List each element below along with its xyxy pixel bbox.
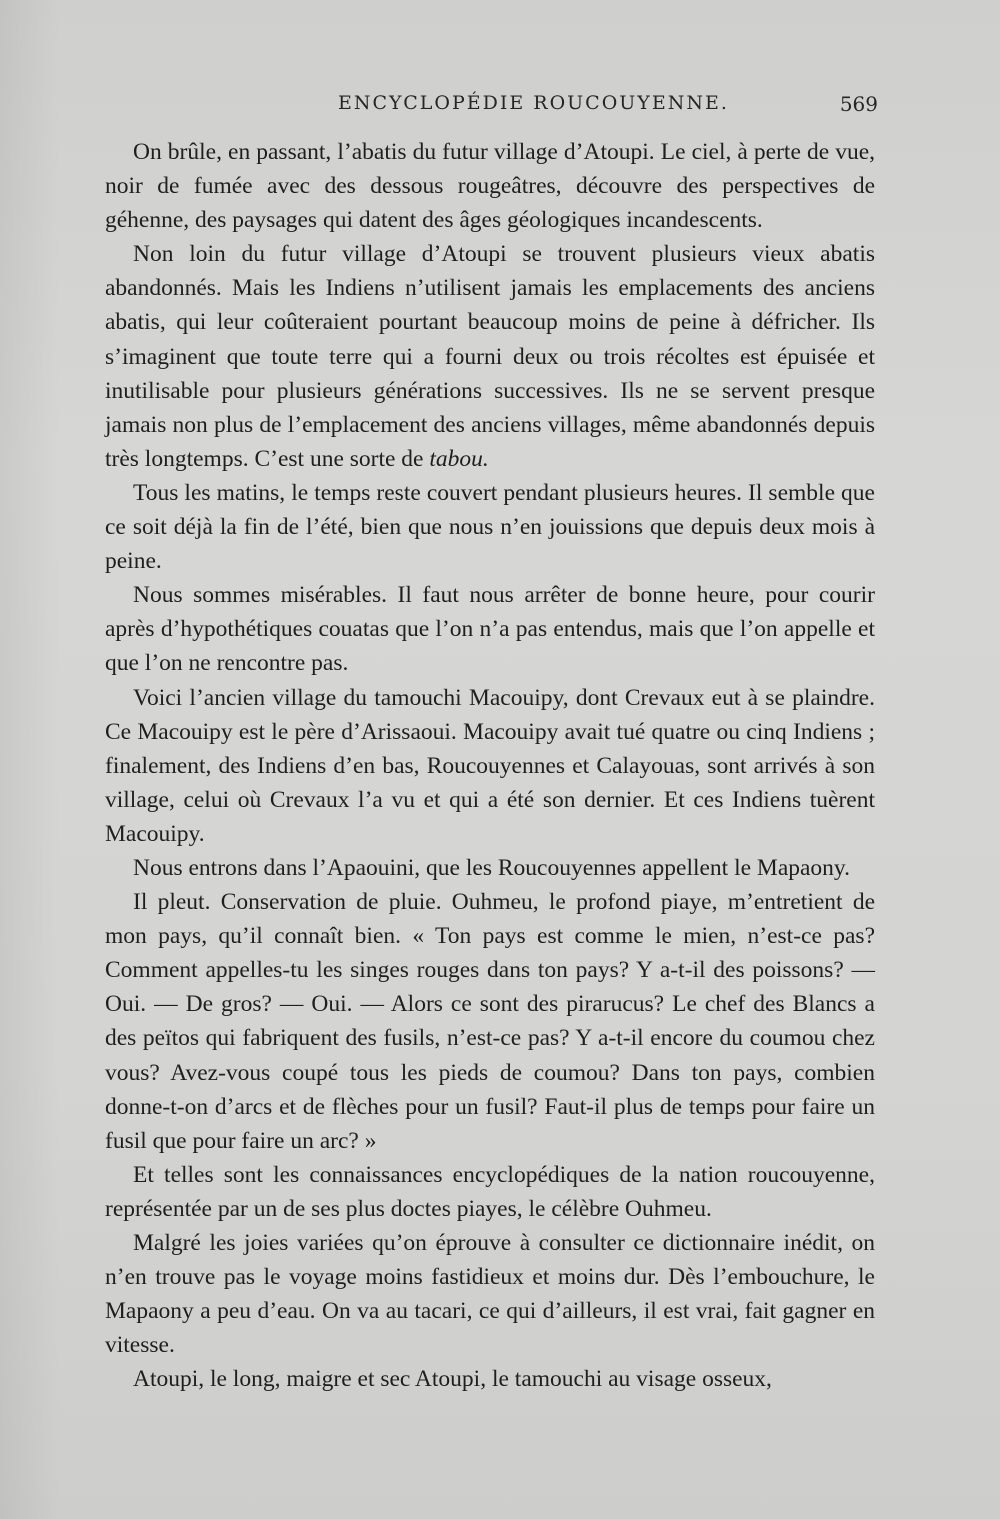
paragraph: Et telles sont les connaissances encyclopédiques de la nation roucouyenne, représentée par un de ses plus doctes piayes, le célèbre Ouhmeu. [105,1161,875,1222]
paragraph [105,237,875,476]
running-header [0,92,1000,126]
paragraph: Nous entrons dans l’Apaouini, que les Roucouyennes appellent le Mapaony. [133,854,851,881]
paragraph: Atoupi, le long, maigre et sec Atoupi, le tamouchi au visage osseux, [133,1366,772,1393]
paragraph: Voici l’ancien village du tamouchi Macouipy, dont Crevaux eut à se plaindre. Ce Macouipy est le père d’Arissaoui. Macouipy avait tué quatre ou cinq Indiens ; finalement, des Indiens d’en bas, Roucouyennes et Calayouas, sont arrivés à son village, celui où Crevaux l’a vu et qui a été son dernier. Et ces Indiens tuèrent Macouipy. [105,684,875,847]
paragraph: Tous les matins, le temps reste couvert pendant plusieurs heures. Il semble que ce soit déjà la fin de l’été, bien que nous n’en jouissions que depuis deux mois à peine. [105,479,875,575]
paragraph: Malgré les joies variées qu’on éprouve à consulter ce dictionnaire inédit, on n’en trouve pas le voyage moins fastidieux et moins dur. Dès l’embouchure, le Mapaony a peu d’eau. On va au tacari, ce qui d’ailleurs, il est vrai, fait gagner en vitesse. [105,1230,875,1359]
paragraph: Il pleut. Conservation de pluie. Ouhmeu, le profond piaye, m’entretient de mon pays, qu’il connaît bien. « Ton pays est comme le mien, n’est-ce pas? Comment appelles-tu les singes rouges dans ton pays? Y a-t-il des poissons? — Oui. — De gros? — Oui. — Alors ce sont des pirarucus? Le chef des Blancs a des peïtos qui fabriquent des fusils, n’est-ce pas? Y a-t-il encore du coumou chez vous? Avez-vous coupé tous les pieds de coumou? Dans ton pays, combien donne-t-on d’arcs et de flèches pour un fusil? Faut-il plus de temps pour faire un fusil que pour faire un arc? » [105,889,875,1154]
page-number: 569 [839,92,878,116]
paragraph: Nous sommes misérables. Il faut nous arrêter de bonne heure, pour courir après d’hypothétiques couatas que l’on n’a pas entendus, mais que l’on appelle et que l’on ne rencontre pas. [105,582,875,677]
paragraph-text: Non loin du futur village d’Atoupi se trouvent plusieurs vieux abatis abandonnés. Mais les Indiens n’utilisent jamais les emplacements des anciens abatis, qui leur coûteraient pourtant beaucoup moins de peine à défricher. Ils s’imaginent que toute terre qui a fourni deux ou trois récoltes est épuisée et inutilisable pour plusieurs générations successives. Ils ne se servent presque jamais non plus de l’emplacement des anciens villages, même abandonnés depuis très longtemps. C’est une sorte de [105,241,875,472]
running-title: ENCYCLOPÉDIE ROUCOUYENNE. [338,92,729,114]
body-text [105,135,875,1396]
paragraph: On brûle, en passant, l’abatis du futur village d’Atoupi. Le ciel, à perte de vue, noir de fumée avec des dessous rougeâtres, découvre des perspectives de géhenne, des paysages qui datent des âges géologiques incandescents. [105,139,875,234]
italic-word: tabou. [429,445,489,472]
